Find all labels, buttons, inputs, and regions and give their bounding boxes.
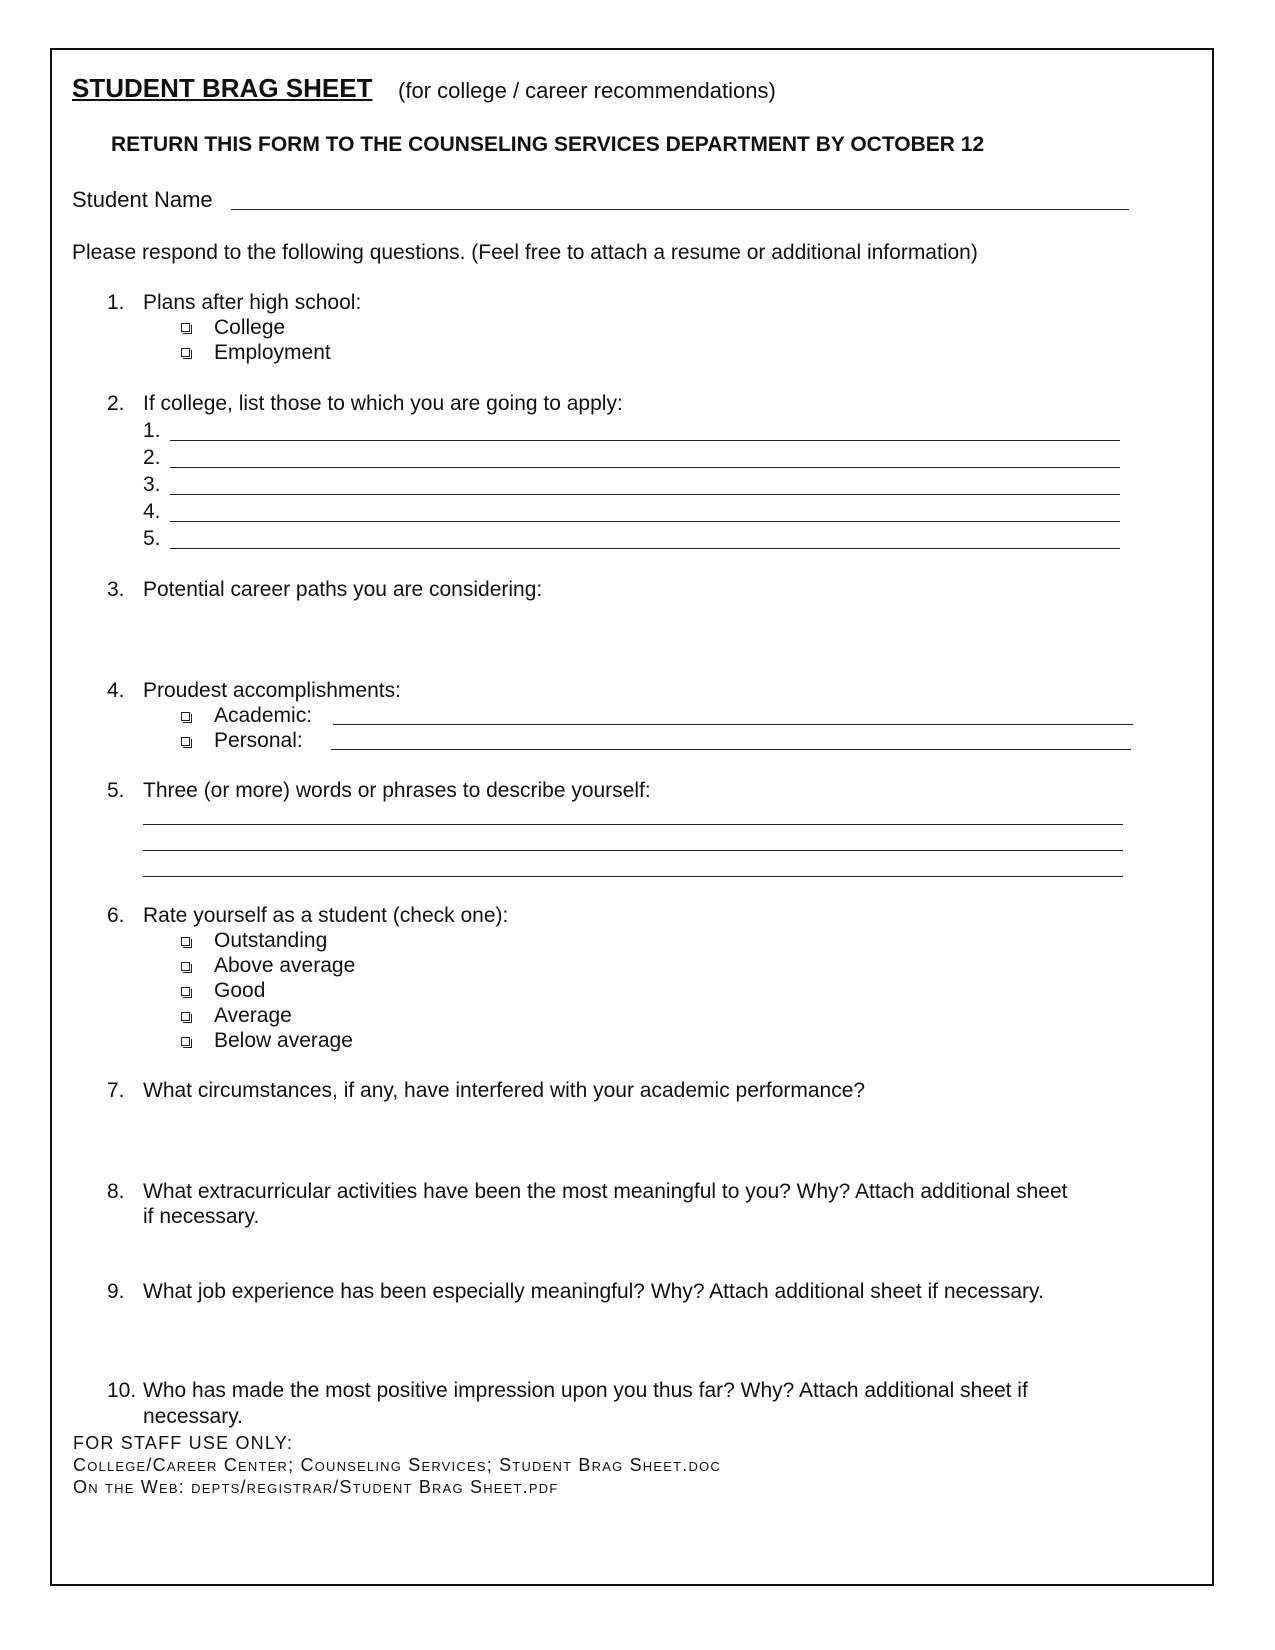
q1-number: 1. — [107, 291, 125, 314]
q6-option-label: Good — [214, 979, 266, 1002]
college-slot-number: 4. — [143, 500, 161, 523]
checkbox-outstanding[interactable] — [181, 937, 190, 946]
college-line-3[interactable] — [170, 494, 1120, 495]
q6-option-label: Outstanding — [214, 929, 328, 952]
q1-option-label: College — [214, 316, 286, 339]
college-line-5[interactable] — [170, 548, 1120, 549]
q7-text: What circumstances, if any, have interfered with your academic performance? — [143, 1079, 866, 1102]
q8-number: 8. — [107, 1180, 125, 1203]
q10-text: Who has made the most positive impression upon you thus far? Why? Attach additional sheet if — [143, 1379, 1028, 1402]
college-slot-number: 1. — [143, 419, 161, 442]
checkbox-above-average[interactable] — [181, 962, 190, 971]
q2-text: If college, list those to which you are going to apply: — [143, 392, 623, 415]
staff-web-path: On the Web: depts/registrar/Student Brag Sheet.pdf — [73, 1477, 559, 1497]
college-slot-number: 2. — [143, 446, 161, 469]
form-subtitle: (for college / career recommendations) — [398, 78, 776, 103]
q8-text-continued: if necessary. — [143, 1205, 260, 1228]
q6-option-label: Above average — [214, 954, 356, 977]
describe-line-3[interactable] — [143, 876, 1123, 877]
q2-number: 2. — [107, 392, 125, 415]
q6-option-label: Average — [214, 1004, 292, 1027]
q6-number: 6. — [107, 904, 125, 927]
q4-number: 4. — [107, 679, 125, 702]
q10-text-continued: necessary. — [143, 1405, 243, 1428]
q4-option-label: Academic: — [214, 704, 313, 727]
college-line-1[interactable] — [170, 440, 1120, 441]
instructions: Please respond to the following questions. (Feel free to attach a resume or additional information) — [72, 241, 978, 264]
q10-number: 10. — [107, 1379, 137, 1402]
personal-line[interactable] — [331, 749, 1131, 750]
q9-text: What job experience has been especially meaningful? Why? Attach additional sheet if necessary. — [143, 1280, 1044, 1303]
college-slot-number: 5. — [143, 527, 161, 550]
checkbox-academic[interactable] — [181, 712, 190, 721]
q6-text: Rate yourself as a student (check one): — [143, 904, 509, 927]
form-title: STUDENT BRAG SHEET — [72, 73, 373, 103]
q4-text: Proudest accomplishments: — [143, 679, 401, 702]
q6-option-label: Below average — [214, 1029, 353, 1052]
q5-number: 5. — [107, 779, 125, 802]
q3-text: Potential career paths you are considering: — [143, 578, 543, 601]
q8-text: What extracurricular activities have been the most meaningful to you? Why? Attach additional sheet — [143, 1180, 1068, 1203]
describe-line-2[interactable] — [143, 850, 1123, 851]
q3-number: 3. — [107, 578, 125, 601]
student-name-label: Student Name — [72, 187, 213, 212]
q4-option-label: Personal: — [214, 729, 303, 752]
q7-number: 7. — [107, 1079, 125, 1102]
checkbox-personal[interactable] — [181, 737, 190, 746]
q1-text: Plans after high school: — [143, 291, 362, 314]
describe-line-1[interactable] — [143, 824, 1123, 825]
academic-line[interactable] — [333, 724, 1133, 725]
college-line-2[interactable] — [170, 467, 1120, 468]
return-instruction: RETURN THIS FORM TO THE COUNSELING SERVICES DEPARTMENT BY OCTOBER 12 — [111, 133, 985, 156]
checkbox-below-average[interactable] — [181, 1037, 190, 1046]
staff-use-heading: FOR STAFF USE ONLY: — [73, 1433, 294, 1453]
staff-file-path: College/Career Center; Counseling Services; Student Brag Sheet.doc — [73, 1455, 721, 1475]
q5-text: Three (or more) words or phrases to describe yourself: — [143, 779, 651, 802]
college-slot-number: 3. — [143, 473, 161, 496]
q1-option-label: Employment — [214, 341, 331, 364]
student-name-field[interactable] — [231, 209, 1129, 210]
checkbox-average[interactable] — [181, 1012, 190, 1021]
checkbox-employment[interactable] — [181, 348, 190, 357]
checkbox-good[interactable] — [181, 987, 190, 996]
checkbox-college[interactable] — [181, 323, 190, 332]
q9-number: 9. — [107, 1280, 125, 1303]
college-line-4[interactable] — [170, 521, 1120, 522]
form-border — [50, 48, 1214, 1586]
